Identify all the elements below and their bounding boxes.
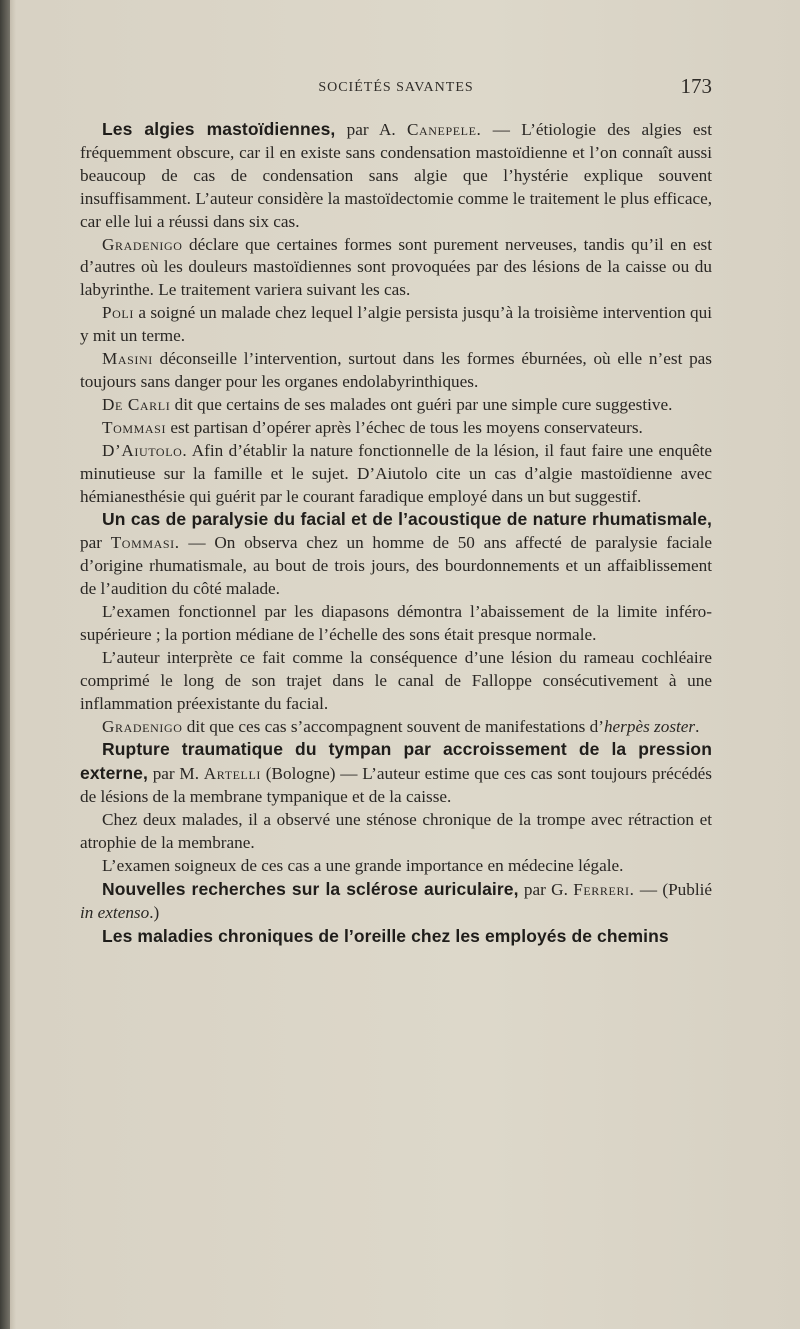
speaker-name: Masini <box>102 349 153 369</box>
paragraph-chez-deux: Chez deux malades, il a observé une sténose chronique de la trompe avec rétraction et atrophie de la membrane. <box>80 810 712 853</box>
author-name: Artelli <box>203 764 262 784</box>
speaker-name: Gradenigo <box>102 716 183 736</box>
author-name: Canepele. <box>406 120 482 139</box>
paragraph-tommasi: Tommasi est partisan d’opérer après l’échec de tous les moyens conservateurs. <box>102 417 643 437</box>
speaker-name: D’Aiutolo. <box>102 440 188 460</box>
paragraph-poli: Poli a soigné un malade chez lequel l’algie persista jusqu’à la troisième intervention qui y mit un terme. <box>80 303 712 346</box>
speaker-name: Gradenigo <box>102 234 183 254</box>
section-title: Les maladies chroniques de l’oreille chez les employés de chemins <box>102 925 669 946</box>
section-rupture: Rupture traumatique du tympan par accroissement de la pression externe, par M. Artelli (Bologne) — L’auteur estime que ces cas sont toujours précédés de lésions de la membrane tympanique et de la caisse. <box>80 739 712 807</box>
italic-term: herpès zoster <box>603 716 696 736</box>
italic-term: in extenso <box>80 902 150 922</box>
running-title: SOCIÉTÉS SAVANTES <box>318 80 474 95</box>
paragraph-examen: L’examen fonctionnel par les diapasons démontra l’abaissement de la limite inféro-supérieure ; la portion médiane de l’échelle des sons était presque normale. <box>80 602 712 644</box>
speaker-name: Tommasi <box>102 417 167 437</box>
author-name: Ferreri. <box>573 879 635 899</box>
paragraph-masini: Masini déconseille l’intervention, surtout dans les formes éburnées, où elle n’est pas toujours sans danger pour les organes endolabyrinthiques. <box>80 349 712 391</box>
section-title: Nouvelles recherches sur la sclérose auriculaire, <box>102 878 519 899</box>
section-title: Un cas de paralysie du facial et de l’acoustique de nature rhumatismale, <box>102 509 712 530</box>
section-algies: Les algies mastoïdiennes, par A. Canepele. — L’étiologie des algies est fréquemment obscure, car il en existe sans condensation mastoïdienne et l’on connaît aussi beaucoup de cas de condensation sans algie que l’hystérie explique souvent insuffisamment. L’auteur considère la mastoïdectomie comme le traitement le plus efficace, car elle lui a réussi dans six cas. <box>80 119 712 231</box>
page-number: 173 <box>680 74 712 98</box>
book-spine-shadow <box>0 0 10 1329</box>
speaker-name: Poli <box>102 303 134 323</box>
section-title: Rupture traumatique du tympan par accroissement de la pression externe, <box>80 739 712 784</box>
section-sclerose: Nouvelles recherches sur la sclérose auriculaire, par G. Ferreri. — (Publié in extenso.) <box>80 878 713 922</box>
author-name: Tommasi. <box>110 533 180 553</box>
speaker-name: De Carli <box>102 394 171 414</box>
article-body <box>80 118 712 949</box>
section-paralysie: Un cas de paralysie du facial et de l’acoustique de nature rhumatismale, par Tommasi. — On observa chez un homme de 50 ans affecté de paralysie faciale d’origine rhumatismale, au bout de trois jours, des bourdonnements et un affaiblissement de l’audition du côté malade. <box>80 509 712 599</box>
paragraph-gradenigo-herpes: Gradenigo dit que ces cas s’accompagnent souvent de manifestations d’herpès zoster. <box>102 716 700 736</box>
paragraph-auteur: L’auteur interprète ce fait comme la conséquence d’une lésion du rameau cochléaire comprimé le long de son trajet dans le canal de Falloppe consécutivement à une inflammation préexistante du facial. <box>80 647 712 713</box>
paragraph-aiutolo: D’Aiutolo. Afin d’établir la nature fonctionnelle de la lésion, il faut faire une enquête minutieuse sur la famille et le sujet. D’Aiutolo cite un cas d’algie mastoïdienne avec hémianesthésie qui guérit par le courant faradique employé dans un but suggestif. <box>80 440 712 506</box>
running-header <box>80 74 712 102</box>
paragraph-examen-soigneux: L’examen soigneux de ces cas a une grande importance en médecine légale. <box>102 856 624 875</box>
paragraph-de-carli: De Carli dit que certains de ses malades ont guéri par une simple cure suggestive. <box>102 394 673 414</box>
section-maladies-chroniques <box>80 925 712 949</box>
paragraph-gradenigo: Gradenigo déclare que certaines formes sont purement nerveuses, tandis qu’il en est d’autres où les douleurs mastoïdiennes sont provoquées par des lésions de la caisse ou du labyrinthe. Le traitement variera suivant les cas. <box>80 234 712 300</box>
section-title: Les algies mastoïdiennes, <box>102 119 336 139</box>
